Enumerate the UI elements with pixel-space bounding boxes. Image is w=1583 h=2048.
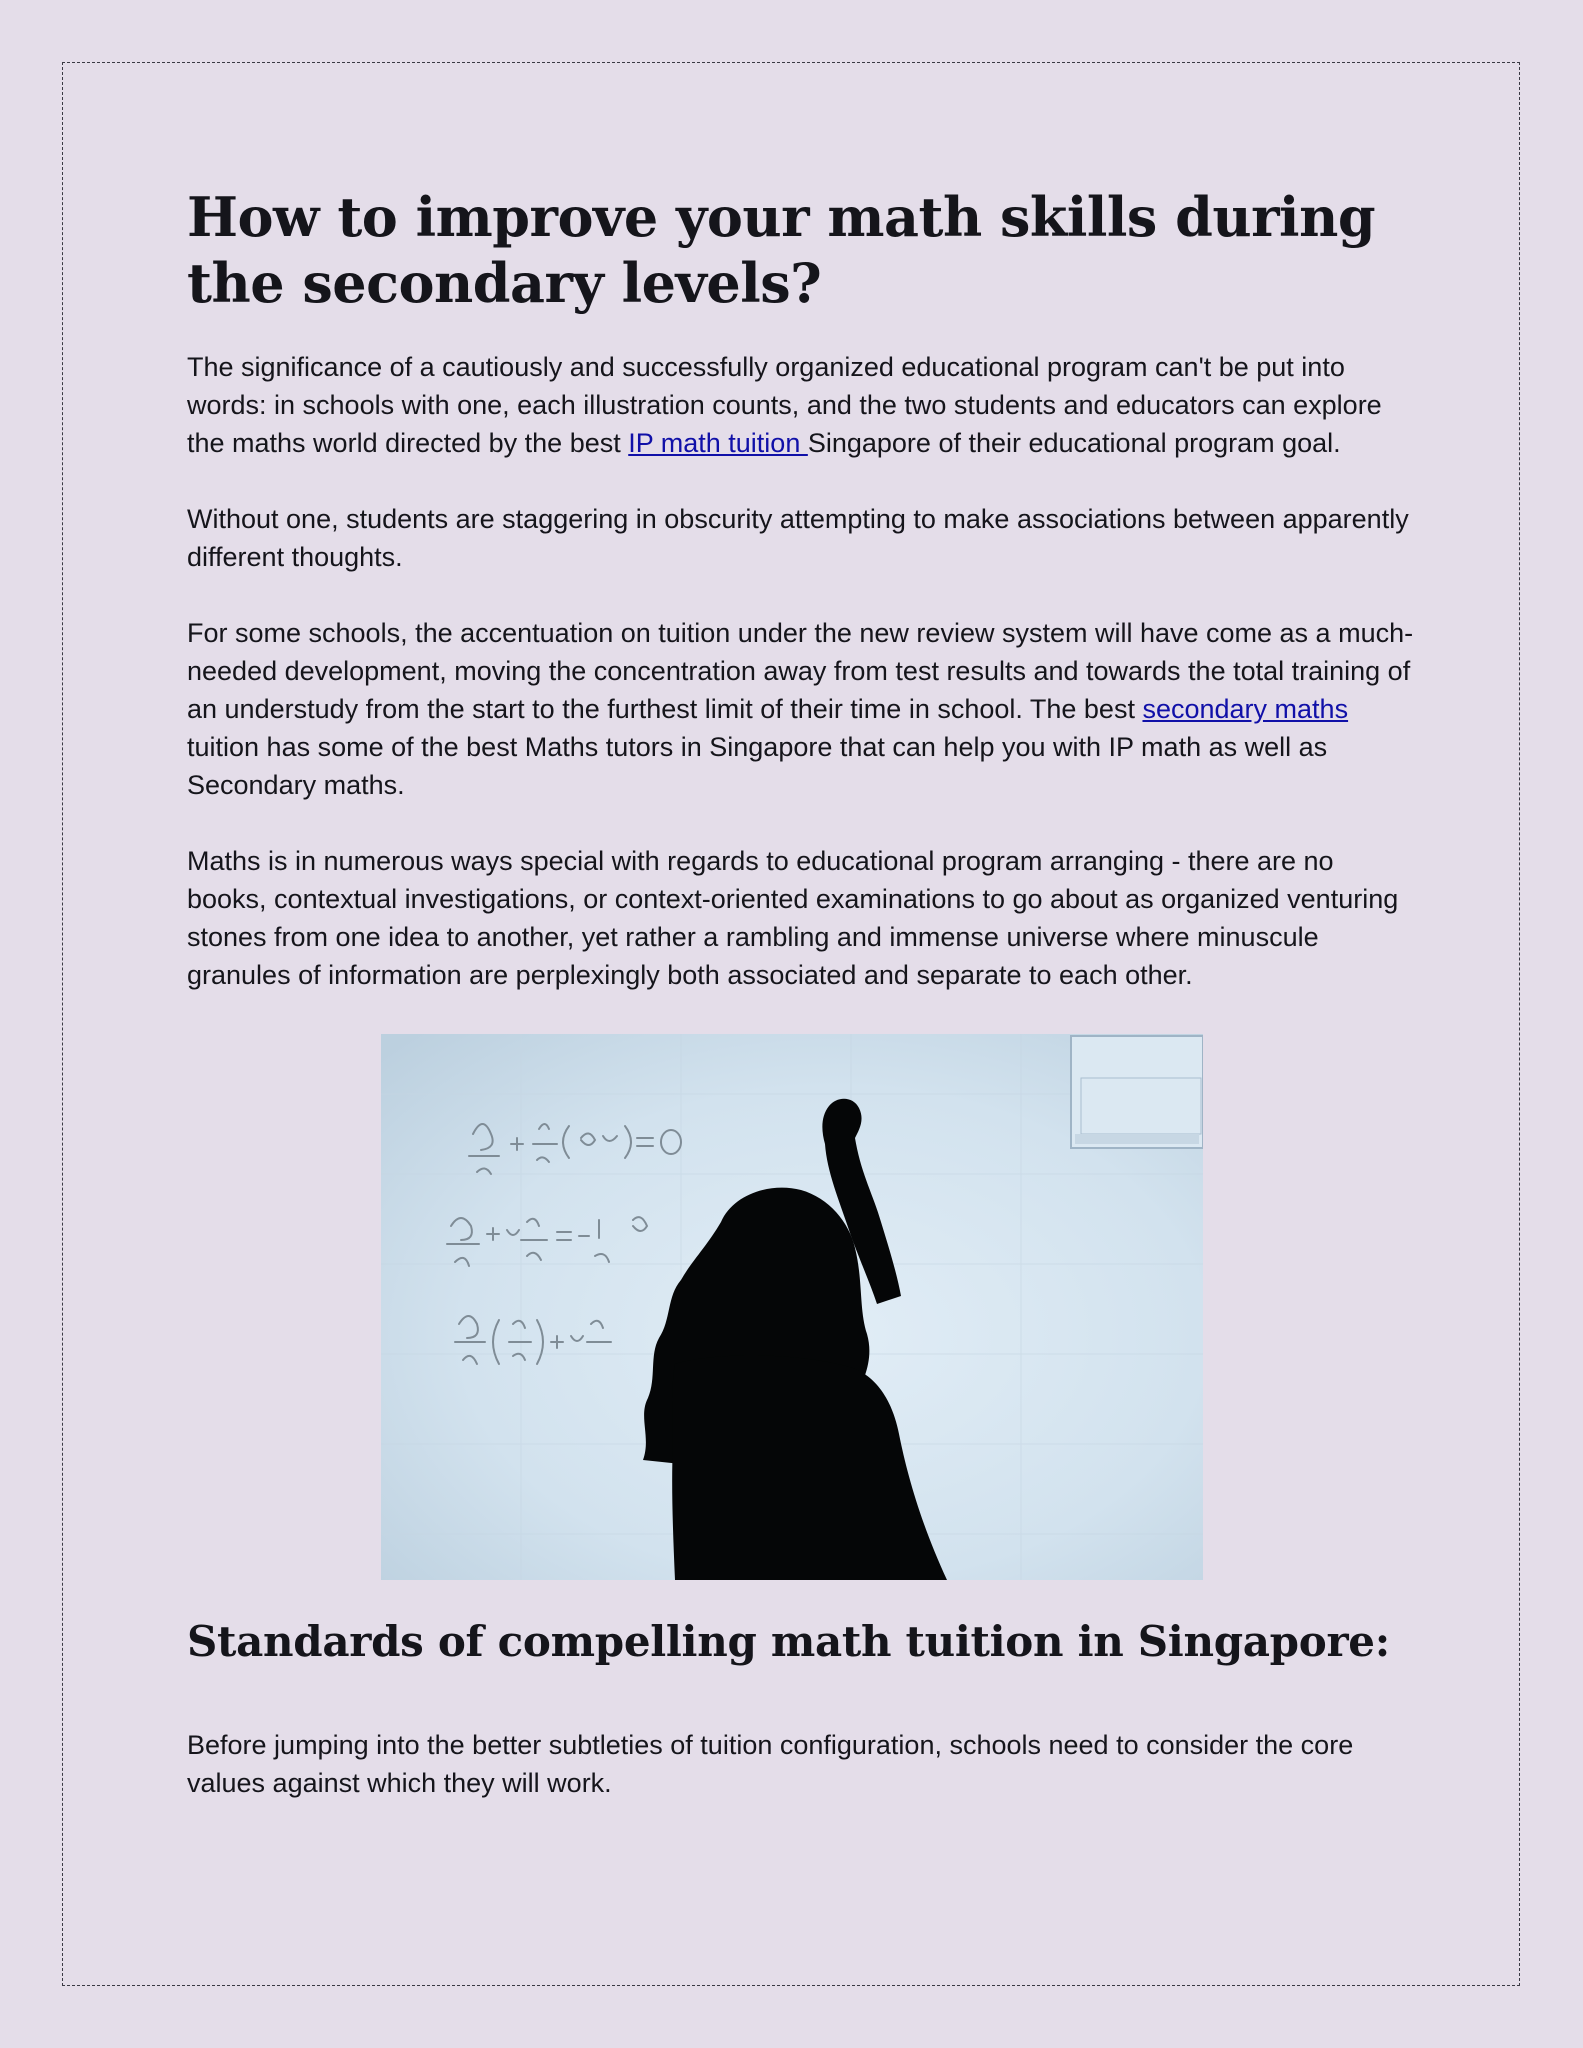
article-title: How to improve your math skills during the secondary levels? — [187, 185, 1376, 315]
paragraph-schools-text-before: For some schools, the accentuation on tuition under the new review system will have come as a much-needed development, moving the concentration away from test results and towards the total training of an understudy from the start to the furthest limit of their time in school. The best — [187, 618, 1414, 724]
paragraph-intro — [187, 348, 1417, 462]
paragraph-intro-text-after: Singapore of their educational program goal. — [807, 428, 1341, 458]
article-content — [187, 184, 1417, 1802]
paragraph-without-one: Without one, students are staggering in obscurity attempting to make associations between apparently different thoughts. — [187, 504, 1409, 572]
paragraph-schools — [187, 614, 1417, 804]
section-subheading: Standards of compelling math tuition in Singapore: — [187, 1617, 1390, 1666]
paragraph-maths-special: Maths is in numerous ways special with regards to educational program arranging - there are no books, contextual investigations, or context-oriented examinations to go about as organized venturing stones from one idea to another, yet rather a rambling and immense universe where minuscule granules of information are perplexingly both associated and separate to each other. — [187, 846, 1399, 990]
teacher-whiteboard-image — [381, 1034, 1203, 1580]
secondary-maths-link[interactable]: secondary maths — [1142, 694, 1349, 724]
teacher-whiteboard-photo-icon — [381, 1034, 1203, 1580]
paragraph-schools-text-after: tuition has some of the best Maths tutors in Singapore that can help you with IP math as well as Secondary maths. — [187, 732, 1328, 800]
paragraph-core-values: Before jumping into the better subtleties of tuition configuration, schools need to consider the core values against which they will work. — [187, 1730, 1354, 1798]
paragraph-intro-text-before: The significance of a cautiously and successfully organized educational program can't be put into words: in schools with one, each illustration counts, and the two students and educators can explore the maths world directed by the best — [187, 352, 1382, 458]
ip-math-tuition-link[interactable]: IP math tuition — [628, 428, 808, 458]
